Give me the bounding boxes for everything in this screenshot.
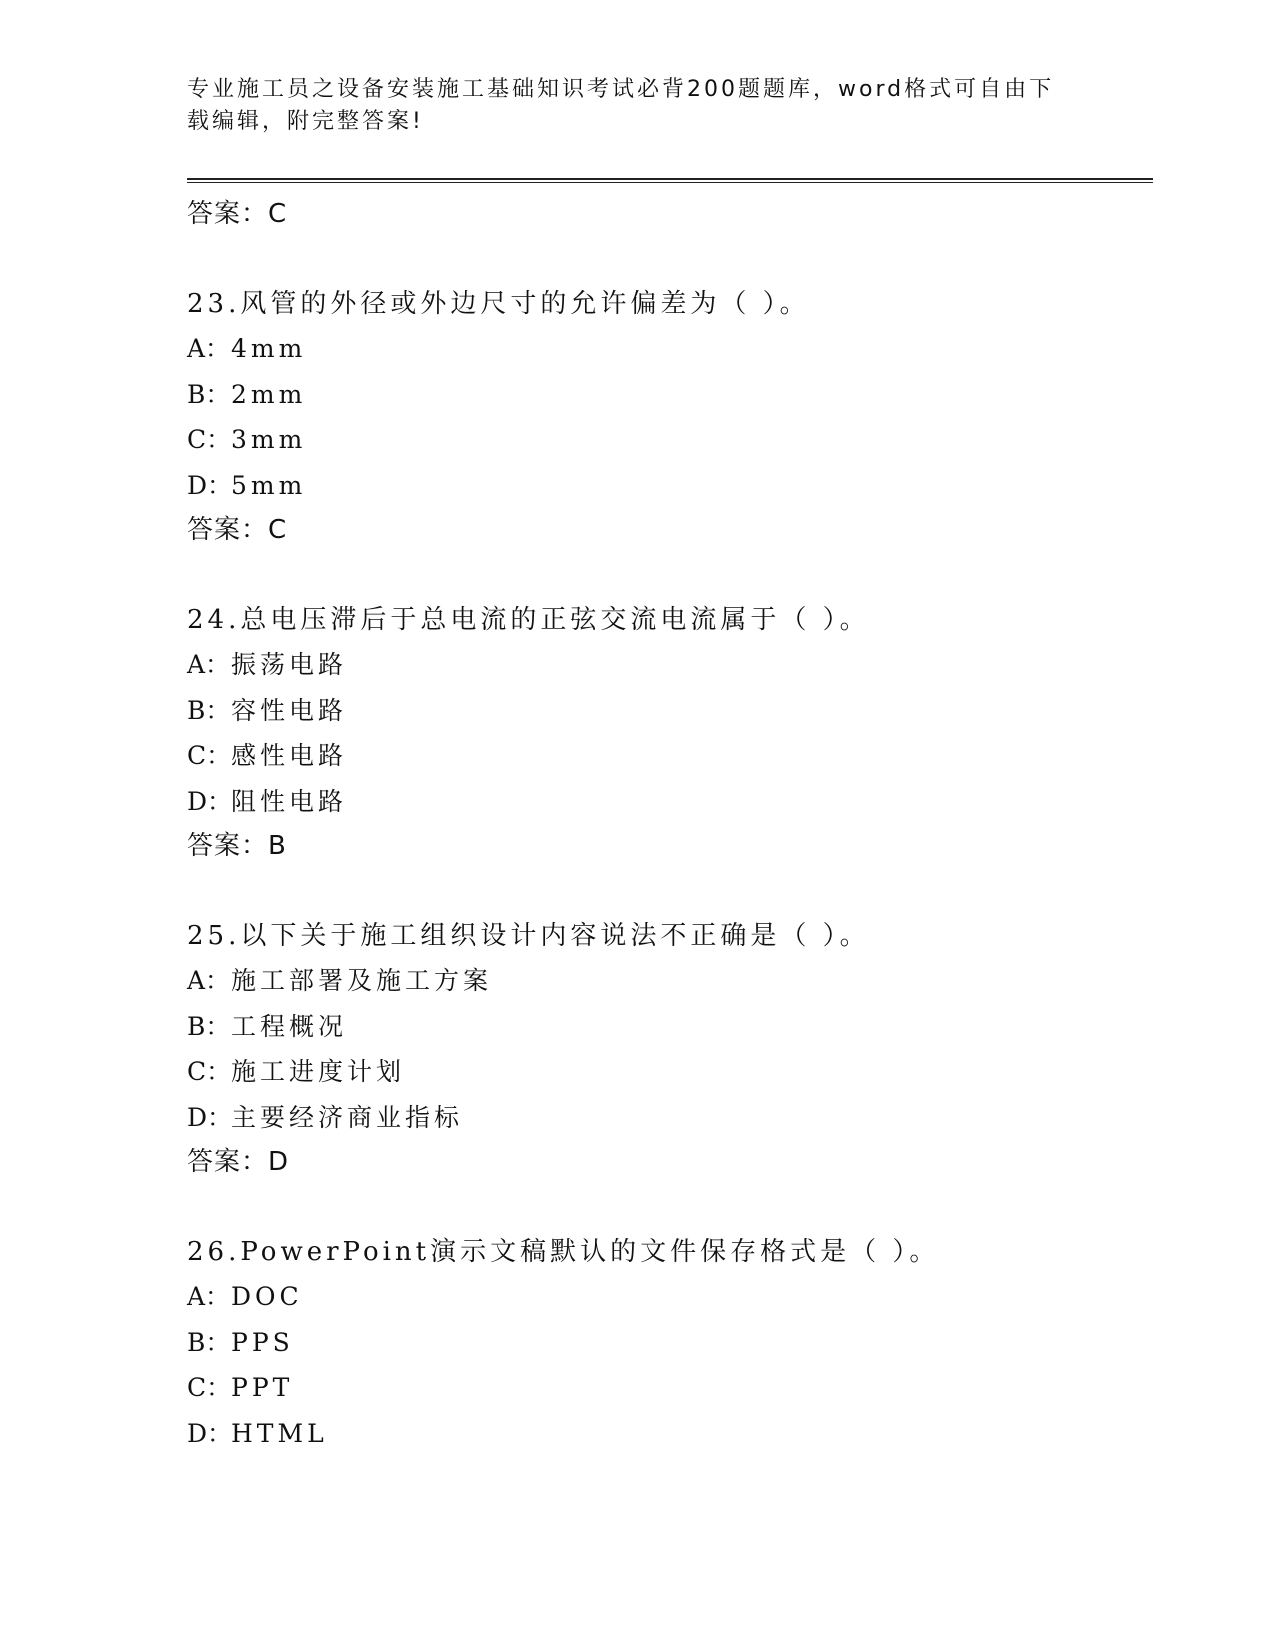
option-text: 施工进度计划 <box>231 1057 406 1086</box>
option-c <box>187 1365 1153 1411</box>
question-item-24 <box>187 598 1153 868</box>
answer-text: 答案：D <box>187 1147 290 1177</box>
option-text: 3mm <box>231 425 307 454</box>
option-key: C： <box>187 1373 232 1402</box>
header-divider-thick <box>187 178 1153 180</box>
option-text: 振荡电路 <box>231 650 348 679</box>
option-key: B： <box>187 1011 231 1041</box>
option-text: 4mm <box>231 334 307 363</box>
option-a <box>187 958 1153 1004</box>
option-c <box>187 733 1153 779</box>
option-a <box>187 1274 1153 1320</box>
option-key: D： <box>187 1418 233 1448</box>
option-key: B： <box>187 379 231 409</box>
question-text: 25.以下关于施工组织设计内容说法不正确是（ ）。 <box>187 921 870 951</box>
question-list <box>187 192 1153 1456</box>
question-text: 24.总电压滞后于总电流的正弦交流电流属于（ ）。 <box>187 605 870 635</box>
option-text: 感性电路 <box>231 741 348 770</box>
option-text: 工程概况 <box>231 1011 348 1041</box>
option-text: 5mm <box>231 470 307 500</box>
option-d <box>187 463 1153 509</box>
question-item-23 <box>187 282 1153 552</box>
option-d <box>187 1095 1153 1141</box>
option-b <box>187 372 1153 418</box>
header-divider-thin <box>187 182 1153 183</box>
answer-text: 答案：C <box>187 515 288 545</box>
option-text: PPS <box>231 1327 294 1357</box>
question-text: 23.风管的外径或外边尺寸的允许偏差为（ ）。 <box>187 289 810 319</box>
option-c <box>187 417 1153 463</box>
option-text: 容性电路 <box>231 695 348 725</box>
option-key: D： <box>187 786 233 816</box>
option-key: A： <box>187 334 231 363</box>
option-a <box>187 642 1153 688</box>
question-text: 26.PowerPoint演示文稿默认的文件保存格式是（ ）。 <box>187 1237 940 1267</box>
answer-text: 答案：B <box>187 831 287 861</box>
option-key: A： <box>187 650 231 679</box>
option-key: C： <box>187 425 232 454</box>
question-item-26 <box>187 1230 1153 1456</box>
option-text: HTML <box>231 1418 328 1448</box>
option-a <box>187 326 1153 372</box>
option-text: 2mm <box>231 379 307 409</box>
option-key: D： <box>187 470 233 500</box>
option-c <box>187 1049 1153 1095</box>
option-key: B： <box>187 1327 231 1357</box>
option-d <box>187 779 1153 825</box>
option-key: C： <box>187 741 232 770</box>
option-key: A： <box>187 1282 231 1311</box>
option-key: D： <box>187 1102 233 1132</box>
option-key: C： <box>187 1057 232 1086</box>
question-item-25 <box>187 914 1153 1184</box>
option-d <box>187 1411 1153 1457</box>
option-text: 主要经济商业指标 <box>231 1102 464 1132</box>
document-header: 专业施工员之设备安装施工基础知识考试必背200题题库，word格式可自由下载编辑，附完整答案! <box>187 77 1055 134</box>
option-text: 阻性电路 <box>231 786 348 816</box>
option-key: B： <box>187 695 231 725</box>
option-text: 施工部署及施工方案 <box>231 966 493 995</box>
option-b <box>187 1004 1153 1050</box>
previous-answer: 答案：C <box>187 199 288 229</box>
option-key: A： <box>187 966 231 995</box>
option-text: DOC <box>231 1282 303 1311</box>
option-b <box>187 1320 1153 1366</box>
option-b <box>187 688 1153 734</box>
option-text: PPT <box>231 1373 294 1402</box>
